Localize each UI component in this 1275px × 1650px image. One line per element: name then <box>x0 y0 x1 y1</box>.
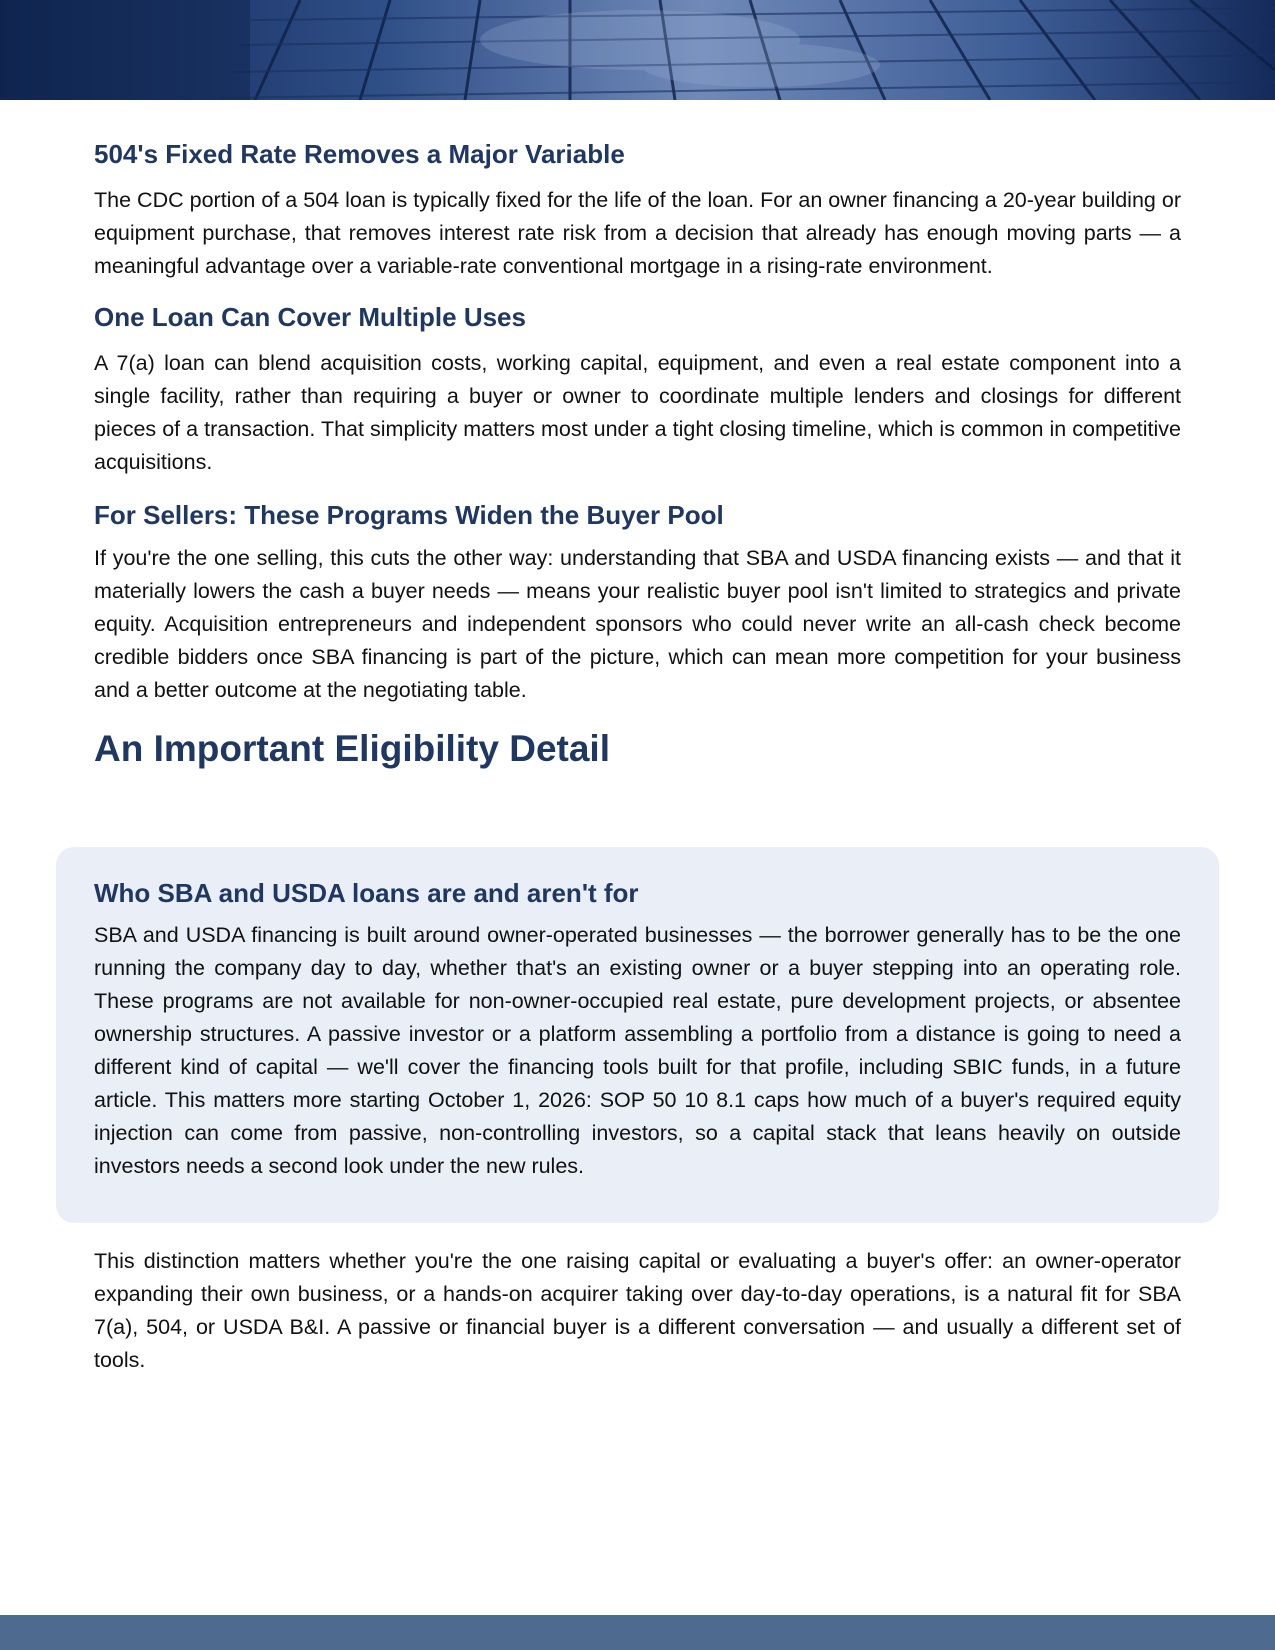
section-title-eligibility: An Important Eligibility Detail <box>94 728 610 770</box>
building-glass-graphic <box>0 0 1275 100</box>
section-body-multiple-uses: A 7(a) loan can blend acquisition costs, working capital, equipment, and even a real estate component into a single facility, rather than requiring a buyer or owner to coordinate multiple lenders and closings for different pieces of a transaction. That simplicity matters most under a tight closing timeline, which is common in competitive acquisitions. <box>94 350 1181 474</box>
eligibility-callout-box <box>56 847 1219 1223</box>
callout-body: SBA and USDA financing is built around owner-operated businesses — the borrower generally has to be the one running the company day to day, whether that's an existing owner or a buyer stepping into an operating role. These programs are not available for non-owner-occupied real estate, pure development projects, or absentee ownership structures. A passive investor or a platform assembling a portfolio from a distance is going to need a different kind of capital — we'll cover the financing tools built for that profile, including SBIC funds, in a future article. This matters more starting October 1, 2026: SOP 50 10 8.1 caps how much of a buyer's required equity injection can come from passive, non-controlling investors, so a capital stack that leans heavily on outside investors needs a second look under the new rules. <box>94 922 1181 1178</box>
footer-bar <box>0 1615 1275 1650</box>
closing-paragraph: This distinction matters whether you're the one raising capital or evaluating a buyer's offer: an owner-operator expanding their own business, or a hands-on acquirer taking over day-to-day operations, is a natural fit for SBA 7(a), 504, or USDA B&I. A passive or financial buyer is a different conversation — and usually a different set of tools. <box>94 1249 1181 1372</box>
section-heading-fixed-rate: 504's Fixed Rate Removes a Major Variable <box>94 139 625 169</box>
section-body-fixed-rate: The CDC portion of a 504 loan is typically fixed for the life of the loan. For an owner financing a 20-year building or equipment purchase, that removes interest rate risk from a decision that already has enough moving parts — a meaningful advantage over a variable-rate conventional mortgage in a rising-rate environment. <box>94 187 1181 278</box>
section-heading-sellers: For Sellers: These Programs Widen the Buyer Pool <box>94 499 724 530</box>
header-banner-image <box>0 0 1275 100</box>
section-body-sellers: If you're the one selling, this cuts the other way: understanding that SBA and USDA financing exists — and that it materially lowers the cash a buyer needs — means your realistic buyer pool isn't limited to strategics and private equity. Acquisition entrepreneurs and independent sponsors who could never write an all-cash check become credible bidders once SBA financing is part of the picture, which can mean more competition for your business and a better outcome at the negotiating table. <box>94 546 1181 703</box>
closing-section <box>94 1245 1181 1377</box>
section-heading-multiple-uses: One Loan Can Cover Multiple Uses <box>94 301 526 332</box>
callout-heading: Who SBA and USDA loans are and aren't for <box>94 878 639 908</box>
article-content <box>94 138 1181 772</box>
